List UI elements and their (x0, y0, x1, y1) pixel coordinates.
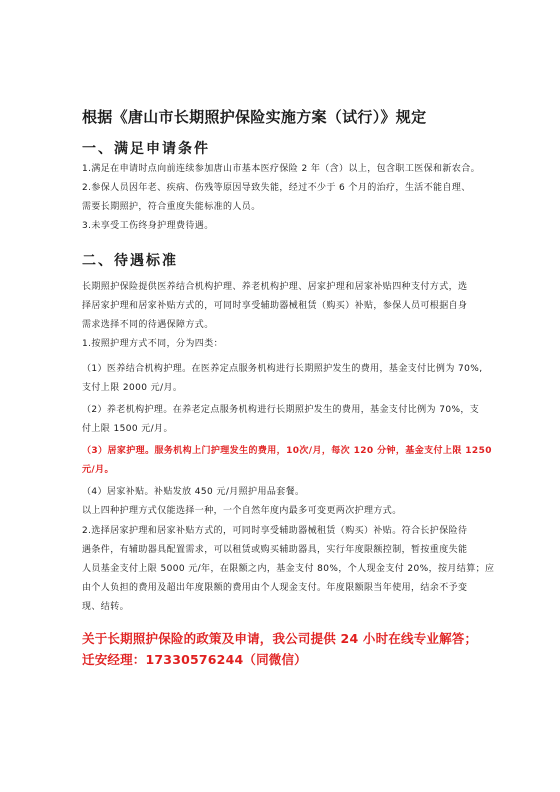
item2-line: 付上限 1500 元/月。 (82, 424, 173, 434)
intro-line: 需求选择不同的待遇保障方式。 (82, 320, 214, 330)
intro-line: 长期照护保险提供医养结合机构护理、养老机构护理、居家护理和居家补贴四种支付方式，选 (82, 282, 468, 292)
item3-line: （3）居家护理。服务机构上门护理发生的费用，10次/月，每次 120 分钟，基金支付上限 1250 (82, 446, 492, 456)
document-title: 根据《唐山市长期照护保险实施方案（试行）》规定 (82, 108, 427, 126)
item1-line: （1）医养结合机构护理。在医养定点服务机构进行长期照护发生的费用，基金支付比例为 70%, (82, 364, 483, 374)
contact-line: 关于长期照护保险的政策及申请，我公司提供 24 小时在线专业解答； (82, 631, 478, 646)
point2-line: 人员基金支付上限 5000 元/年，在限额之内，基金支付 80%，个人现金支付 20%，按月结算；应 (82, 564, 495, 574)
point2-block (82, 522, 495, 617)
item2-line: （2）养老机构护理。在养老定点服务机构进行长期照护发生的费用，基金支付比例为 70%，支 (82, 405, 480, 415)
point2-line: 2.选择居家护理和居家补贴方式的，可同时享受辅助器械租赁（购买）补贴。符合长护保险待 (82, 526, 468, 536)
section2-intro (82, 278, 482, 354)
point1-line: 1.按照护理方式不同，分为四类： (82, 339, 223, 349)
intro-line: 择居家护理和居家补贴方式的，可同时享受辅助器械租赁（购买）补贴，参保人员可根据自身 (82, 301, 468, 311)
point2-line: 由个人负担的费用及超出年度限额的费用由个人现金支付。年度限额限当年使用，结余不予变 (82, 583, 468, 593)
item1-line: 支付上限 2000 元/月。 (82, 383, 183, 393)
item1-block (82, 360, 482, 398)
section1-item: 1.满足在申请时点向前连续参加唐山市基本医疗保险 2 年（含）以上，包含职工医保和新农合。 (82, 164, 481, 174)
item3-line: 元/月。 (82, 465, 114, 475)
section1-item: 2.参保人员因年老、疾病、伤残等原因导致失能，经过不少于 6 个月的治疗，生活不能自理、 (82, 183, 471, 193)
note-line: 以上四种护理方式仅能选择一种，一个自然年度内最多可变更两次护理方式。 (82, 506, 402, 516)
section1-heading: 一、满足申请条件 (82, 141, 210, 157)
item3-block (82, 442, 492, 480)
item4-line: （4）居家补贴。补贴发放 450 元/月照护用品套餐。 (82, 487, 305, 497)
point2-line: 遇条件，有辅助器具配置需求，可以租赁或购买辅助器具，实行年度限额控制，暂按重度失能 (82, 545, 468, 555)
section1-item: 3.未享受工伤终身护理费待遇。 (82, 221, 214, 231)
contact-block (82, 628, 492, 670)
item2-block (82, 401, 482, 439)
contact-phone: 迁安经理：17330576244（同微信） (82, 652, 307, 667)
item4-block (82, 483, 482, 521)
section2-heading: 二、待遇标准 (82, 253, 178, 269)
point2-line: 现、结转。 (82, 602, 130, 612)
section1-body (82, 160, 482, 236)
section1-item: 需要长期照护，符合重度失能标准的人员。 (82, 202, 261, 212)
